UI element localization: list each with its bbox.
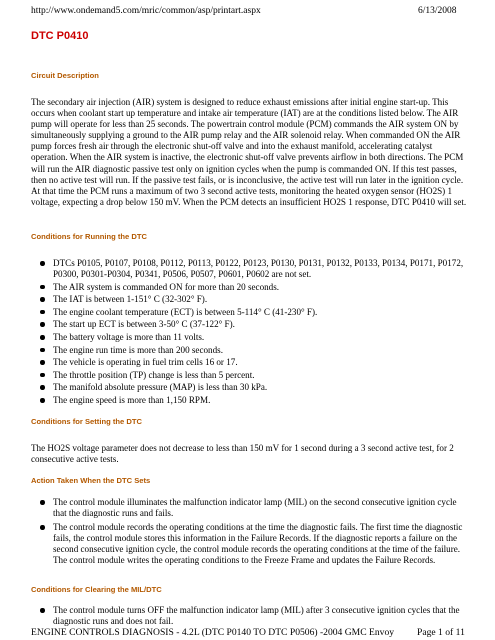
action-taken-heading: Action Taken When the DTC Sets [31, 476, 151, 485]
list-item: The start up ECT is between 3-50° C (37-122° F). [38, 319, 471, 330]
list-item: The vehicle is operating in fuel trim cells 16 or 17. [38, 357, 471, 368]
footer-page-number: Page 1 of 11 [417, 627, 465, 638]
list-item: The battery voltage is more than 11 volts. [38, 332, 471, 343]
setting-conditions-heading: Conditions for Setting the DTC [31, 417, 142, 426]
setting-conditions-text: The HO2S voltage parameter does not decrease to less than 150 mV for 1 second during a 3 second active test, for 2 consecutive active tests. [31, 443, 454, 465]
circuit-description-text: The secondary air injection (AIR) system is designed to reduce exhaust emissions after initial engine start-up. This occurs when coolant start up temperature and intake air temperature (IAT) are at the conditions listed below. The AIR pump will operate for less than 25 seconds. The powertrain control module (PCM) commands the AIR system ON by simultaneously supplying a ground to the AIR pump relay and the AIR solenoid relay. When commanded ON the AIR pump forces fresh air through the electronic shut-off valve and into the exhaust manifold, accelerating catalyst operation. When the AIR system is inactive, the electronic shut-off valve prevents airflow in both directions. The PCM will run the AIR diagnostic passive test only on ignition cycles when the pump is commanded ON. If this test passes, then no active test will run. If the passive test fails, or is inconclusive, the active test will run later in the ignition cycle. At that time the PCM runs a maximum of two 3 second active tests, monitoring the heated oxygen sensor (HO2S) 1 voltage, expecting a drop below 150 mV. When the PCM detects an insufficient HO2S 1 response, DTC P0410 will set. [31, 97, 467, 207]
list-item: The control module records the operating conditions at the time the diagnostic fails. The first time the diagnostic fails, the control module stores this information in the Failure Records. If the diagnostic reports a failure on the second consecutive ignition cycle, the control module records the operating conditions at the time of the failure. The control module writes the operating conditions to the Freeze Frame and updates the Failure Records. [38, 522, 471, 566]
page-title: DTC P0410 [31, 30, 89, 42]
list-item: The engine coolant temperature (ECT) is between 5-114° C (41-230° F). [38, 307, 471, 318]
list-item: The control module illuminates the malfunction indicator lamp (MIL) on the second consecutive ignition cycle that the diagnostic runs and fails. [38, 497, 471, 519]
action-taken-list [38, 497, 471, 567]
list-item: The throttle position (TP) change is less than 5 percent. [38, 370, 471, 381]
header-url: http://www.ondemand5.com/mric/common/asp/printart.aspx [31, 6, 261, 16]
list-item: The engine run time is more than 200 seconds. [38, 345, 471, 356]
list-item: DTCs P0105, P0107, P0108, P0112, P0113, P0122, P0123, P0130, P0131, P0132, P0133, P0134, P0171, P0172, P0300, P0301-P0304, P0341, P0506, P0507, P0601, P0602 are not set. [38, 258, 471, 280]
header-date: 6/13/2008 [418, 6, 457, 16]
circuit-description-heading: Circuit Description [31, 71, 99, 80]
list-item: The manifold absolute pressure (MAP) is less than 30 kPa. [38, 382, 471, 393]
clearing-conditions-list [38, 605, 471, 627]
running-conditions-list [38, 258, 471, 406]
clearing-conditions-heading: Conditions for Clearing the MIL/DTC [31, 585, 162, 594]
list-item: The AIR system is commanded ON for more than 20 seconds. [38, 282, 471, 293]
list-item: The IAT is between 1-151° C (32-302° F). [38, 294, 471, 305]
list-item: The control module turns OFF the malfunction indicator lamp (MIL) after 3 consecutive ignition cycles that the diagnostic runs and does not fail. [38, 605, 471, 627]
running-conditions-heading: Conditions for Running the DTC [31, 232, 147, 241]
footer-document-title: ENGINE CONTROLS DIAGNOSIS - 4.2L (DTC P0140 TO DTC P0506) -2004 GMC Envoy [31, 627, 395, 638]
list-item: The engine speed is more than 1,150 RPM. [38, 395, 471, 406]
